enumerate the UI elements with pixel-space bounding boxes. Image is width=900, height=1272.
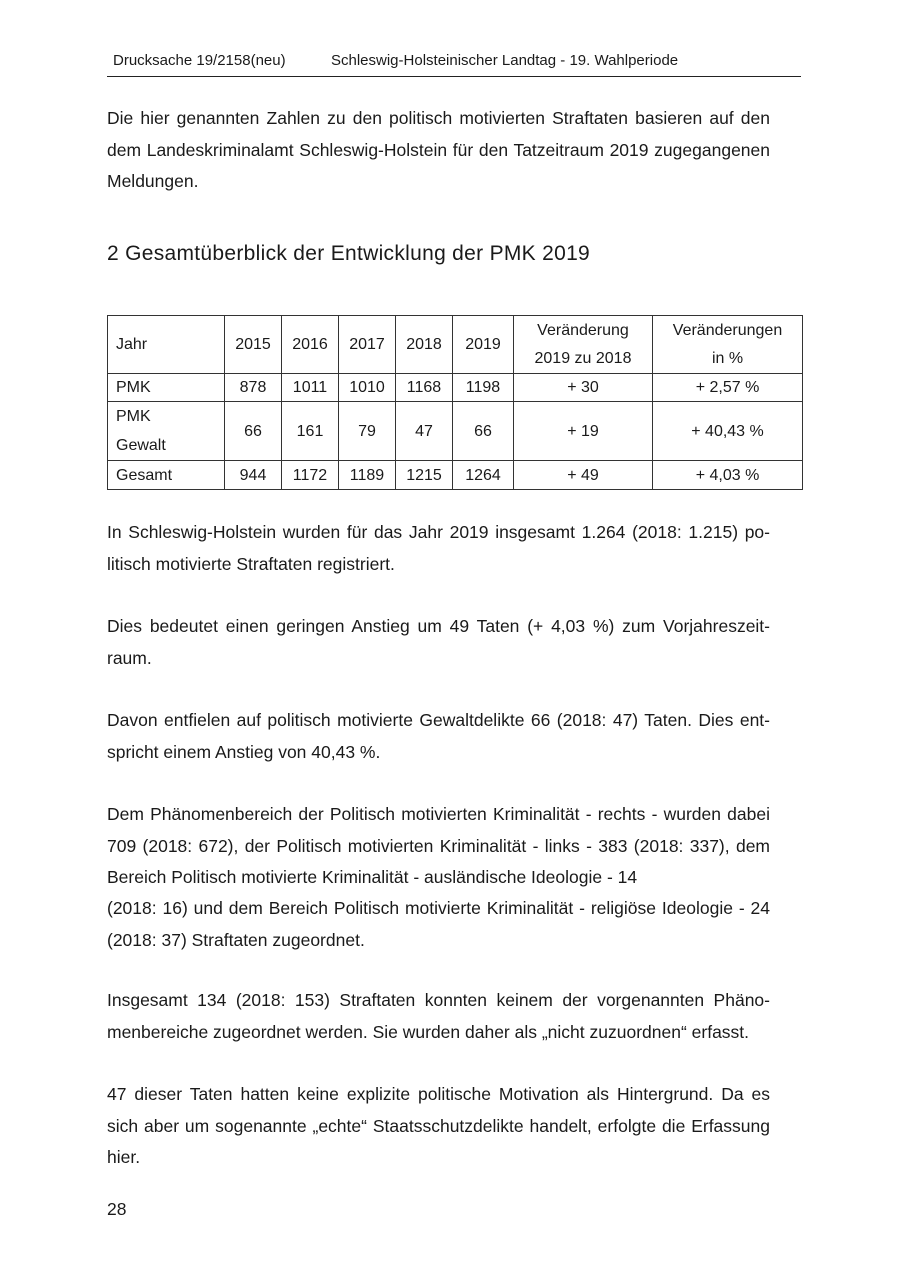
cell-pct: + 2,57 % [653, 374, 803, 402]
row-label: PMK [108, 374, 225, 402]
cell-pct: + 40,43 % [653, 402, 803, 461]
header-change-line2: 2019 zu 2018 [534, 349, 632, 367]
table-row [108, 374, 803, 402]
header-pct [653, 316, 803, 374]
paragraph-state-security: 47 dieser Taten hatten keine explizite politische Motivation als Hintergrund. Da es sich aber um sogenannte „echte“ Staatsschutzdelikte handelt, erfolgte die Erfassung hier. [107, 1084, 770, 1167]
document-number: Drucksache 19/2158(neu) [113, 52, 286, 69]
cell-2018: 47 [396, 402, 453, 461]
cell-2017: 1189 [339, 461, 396, 490]
cell-2015: 878 [225, 374, 282, 402]
cell-2015: 944 [225, 461, 282, 490]
cell-2019: 1264 [453, 461, 514, 490]
header-change-line1: Veränderung [537, 321, 629, 339]
paragraph-phenomena-part2: (2018: 16) und dem Bereich Politisch motivierte Kriminalität - religiöse Ideologie - 24 (2018: 37) Straftaten zugeordnet. [107, 898, 770, 950]
cell-pct: + 4,03 % [653, 461, 803, 490]
cell-2016: 161 [282, 402, 339, 461]
cell-change: + 19 [514, 402, 653, 461]
cell-2018: 1215 [396, 461, 453, 490]
row-label: Gesamt [108, 461, 225, 490]
cell-2015: 66 [225, 402, 282, 461]
cell-2016: 1011 [282, 374, 339, 402]
paragraph-total: In Schleswig-Holstein wurden für das Jahr 2019 insgesamt 1.264 (2018: 1.215) politisch motivierte Straftaten registriert. [107, 522, 770, 574]
header-2016: 2016 [282, 316, 339, 374]
cell-2019: 1198 [453, 374, 514, 402]
header-2018: 2018 [396, 316, 453, 374]
parliament-title: Schleswig-Holsteinischer Landtag - 19. Wahlperiode [331, 52, 679, 69]
cell-2017: 1010 [339, 374, 396, 402]
header-jahr: Jahr [108, 316, 225, 374]
pmk-table [107, 315, 803, 490]
table-row [108, 461, 803, 490]
header-pct-line1: Veränderungen [672, 321, 783, 339]
cell-2018: 1168 [396, 374, 453, 402]
section-title: 2 Gesamtüberblick der Entwicklung der PMK 2019 [107, 242, 591, 265]
header-2015: 2015 [225, 316, 282, 374]
header-pct-line2: in % [711, 349, 744, 367]
header-2019: 2019 [453, 316, 514, 374]
header-2017: 2017 [339, 316, 396, 374]
row-label-line1: PMK [116, 408, 151, 425]
cell-2016: 1172 [282, 461, 339, 490]
paragraph-violence: Davon entfielen auf politisch motivierte Gewaltdelikte 66 (2018: 47) Taten. Dies entspricht einem Anstieg von 40,43 %. [107, 710, 770, 762]
row-label-line2: Gewalt [116, 437, 166, 454]
header-change [514, 316, 653, 374]
cell-2017: 79 [339, 402, 396, 461]
paragraph-unassigned: Insgesamt 134 (2018: 153) Straftaten konnten keinem der vorgenannten Phänomenbereiche zugeordnet werden. Sie wurden daher als „nicht zuzuordnen“ erfasst. [107, 990, 770, 1042]
cell-2019: 66 [453, 402, 514, 461]
cell-change: + 30 [514, 374, 653, 402]
row-label [108, 402, 225, 461]
paragraph-increase: Dies bedeutet einen geringen Anstieg um 49 Taten (+ 4,03 %) zum Vorjahreszeitraum. [107, 616, 770, 668]
paragraph-phenomena-part1: Dem Phänomenbereich der Politisch motivierten Kriminalität - rechts - wurden dabei 709 (2018: 672), der Politisch motivierten Kriminalität - links - 383 (2018: 337), dem Bereich Politisch motivierte Kriminalität - ausländische Ideologie - 14 [107, 804, 770, 887]
intro-paragraph: Die hier genannten Zahlen zu den politisch motivierten Straftaten basieren auf den dem Landeskriminalamt Schleswig-Holstein für den Tatzeitraum 2019 zugegangenen Meldungen. [107, 108, 770, 191]
table-header-row [108, 316, 803, 374]
cell-change: + 49 [514, 461, 653, 490]
page-header [107, 52, 801, 77]
page-number: 28 [107, 1199, 127, 1219]
table-row [108, 402, 803, 461]
